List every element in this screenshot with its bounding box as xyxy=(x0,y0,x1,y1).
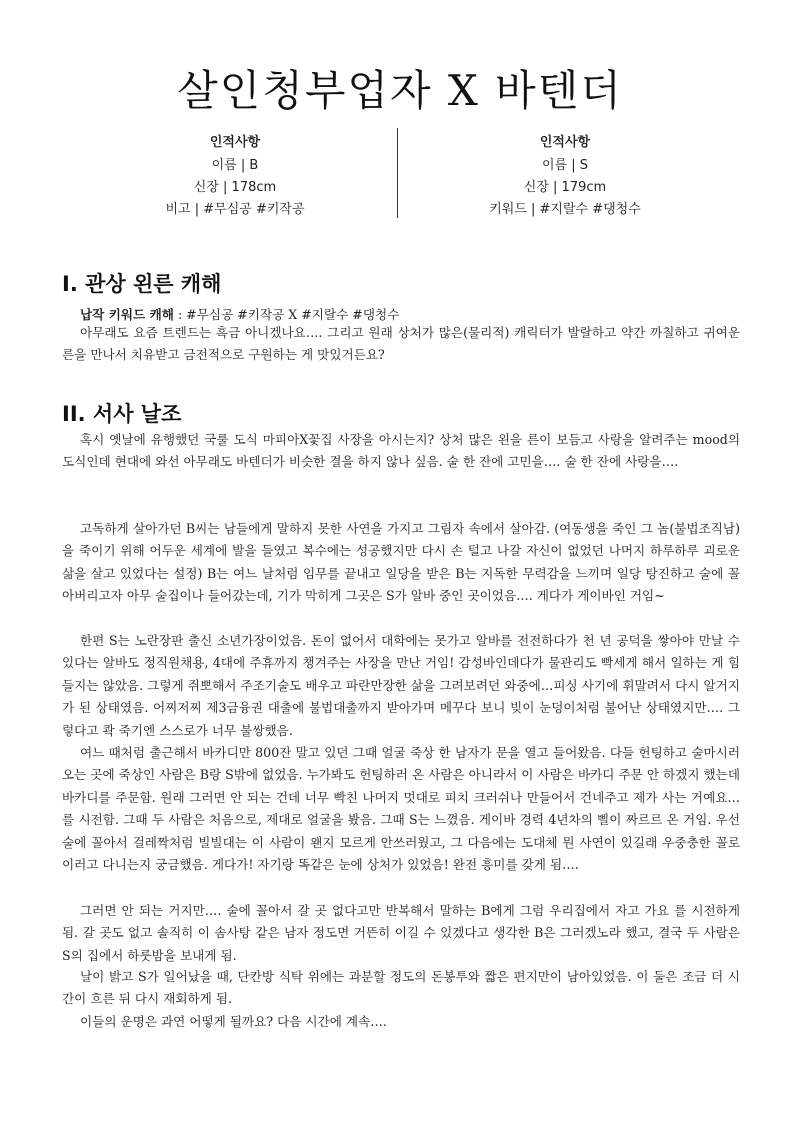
profile-name: 이름 | S xyxy=(541,158,588,173)
profile-keywords: 키워드 | #지랄수 #댕청수 xyxy=(489,202,641,217)
profile-note: 비고 | #무심공 #키작공 xyxy=(165,202,305,217)
paragraph-intro: 아무래도 요즘 트렌드는 흑금 아니겠나요…. 그리고 원래 상처가 많은(물리적) 캐릭터가 발랄하고 약간 까칠하고 귀여운 른을 만나서 치유받고 금전적으로 구원하는 게 맛있거든요? xyxy=(62,325,740,363)
profile-height: 신장 | 179cm xyxy=(523,180,607,195)
paragraph-7: 이들의 운명은 과연 어떻게 될까요? 다음 시간에 계속…. xyxy=(80,1014,387,1029)
keyword-label: 납작 키워드 캐해 xyxy=(80,307,174,322)
paragraph-4: 여느 때처럼 출근해서 바카디만 800잔 말고 있던 그때 얼굴 죽상 한 남자가 문을 열고 들어왔음. 다들 헌팅하고 술마시러 오는 곳에 죽상인 사람은 B랑 S밖에 없었음. 누가봐도 헌팅하러 온 사람은 아니라서 이 사람은 바카디 주문 안 하겠지 했는데 바카디를 주문함. 원래 그러면 안 되는 건데 너무 빡친 나머지 멋대로 피치 크러쉬나 만들어서 건네주고 제가 사는 거예요…를 시전함. 그때 두 사람은 처음으로, 제대로 얼굴을 봤음. 그때 S는 느꼈음. 게이바 경력 4년차의 삘이 짜르르 온 거임. 우선 술에 꼴아서 걸레짝처럼 빌빌대는 이 사람이 왠지 모르게 안쓰러웠고, 그 다음에는 도대체 뭔 사연이 있길래 우중충한 꼴로 이러고 다니는지 궁금했음. 게다가! 자기랑 똑같은 눈에 상처가 있었음! 완전 흥미를 갖게 됨…. xyxy=(62,745,740,873)
profile-header: 인적사항 xyxy=(209,135,261,150)
paragraph-3: 한편 S는 노란장판 출신 소년가장이었음. 돈이 없어서 대학에는 못가고 알바를 전전하다가 천 년 공덕을 쌓아야 만날 수 있다는 알바도 정직원채용, 4대에 주휴까지 챙겨주는 사장을 만난 거임! 감성바인데다가 물관리도 빡세게 해서 일하는 게 힘들지는 않았음. 그렇게 쥐뽀해서 주조기술도 배우고 파란만장한 삶을 그려보려던 와중에…피싱 사기에 휘말려서 다시 알거지가 된 상태였음. 어찌저찌 제3금융권 대출에 불법대출까지 받아가며 메꾸다 보니 빚이 눈덩이처럼 불어난 상태였지만…. 그렇다고 콱 죽기엔 스스로가 너무 불쌍했음. xyxy=(62,633,740,738)
paragraph-6: 날이 밝고 S가 일어났을 때, 단칸방 식탁 위에는 과분할 정도의 돈봉투와 짧은 편지만이 남아있었음. 이 둘은 조금 더 시간이 흐른 뒤 다시 재회하게 됨. xyxy=(62,969,740,1007)
keyword-line xyxy=(80,304,399,323)
section-heading-1: I. 관상 왼른 캐해 xyxy=(62,272,222,296)
profile-divider xyxy=(397,128,398,218)
paragraph-2: 고독하게 살아가던 B씨는 남들에게 말하지 못한 사연을 가지고 그림자 속에서 살아감. (여동생을 죽인 그 놈(불법조직남)을 죽이기 위해 어두운 세계에 발을 들였고 복수에는 성공했지만 다시 손 털고 나갈 자신이 없었던 나머지 하루하루 괴로운 삶을 살고 있었다는 설정) B는 여느 날처럼 임무를 끝내고 일당을 받은 B는 지독한 무력감을 느끼며 일당 탕진하고 술에 꼴아버리고자 아무 술집이나 들어갔는데, 기가 막히게 그곳은 S가 알바 중인 곳이었음…. 게다가 게이바인 거임~ xyxy=(62,521,740,604)
profile-height: 신장 | 178cm xyxy=(193,180,277,195)
keyword-text: : #무심공 #키작공 X #지랄수 #댕청수 xyxy=(173,307,400,322)
profile-header: 인적사항 xyxy=(539,135,591,150)
document-title: 살인청부업자 X 바텐더 xyxy=(177,66,623,115)
profile-s xyxy=(400,132,730,221)
paragraph-1: 혹시 옛날에 유행했던 국룰 도식 마피아X꽃집 사장을 아시는지? 상처 많은 왼을 른이 보듬고 사랑을 알려주는 mood의 도식인데 현대에 와선 아무래도 바텐더가 비슷한 결을 하지 않나 싶음. 술 한 잔에 고민을…. 술 한 잔에 사랑을…. xyxy=(62,432,740,470)
section-heading-2: II. 서사 날조 xyxy=(62,402,182,426)
profile-b xyxy=(70,132,400,221)
paragraph-5: 그러면 안 되는 거지만…. 술에 꼴아서 갈 곳 없다고만 반복해서 말하는 B에게 그럼 우리집에서 자고 가요 를 시전하게 됨. 갈 곳도 없고 솔직히 이 솜사탕 같은 남자 정도면 거뜬히 이길 수 있겠다고 생각한 B은 그러겠노라 했고, 결국 두 사람은 S의 집에서 하룻밤을 보내게 됨. xyxy=(62,903,740,963)
profile-name: 이름 | B xyxy=(211,158,259,173)
